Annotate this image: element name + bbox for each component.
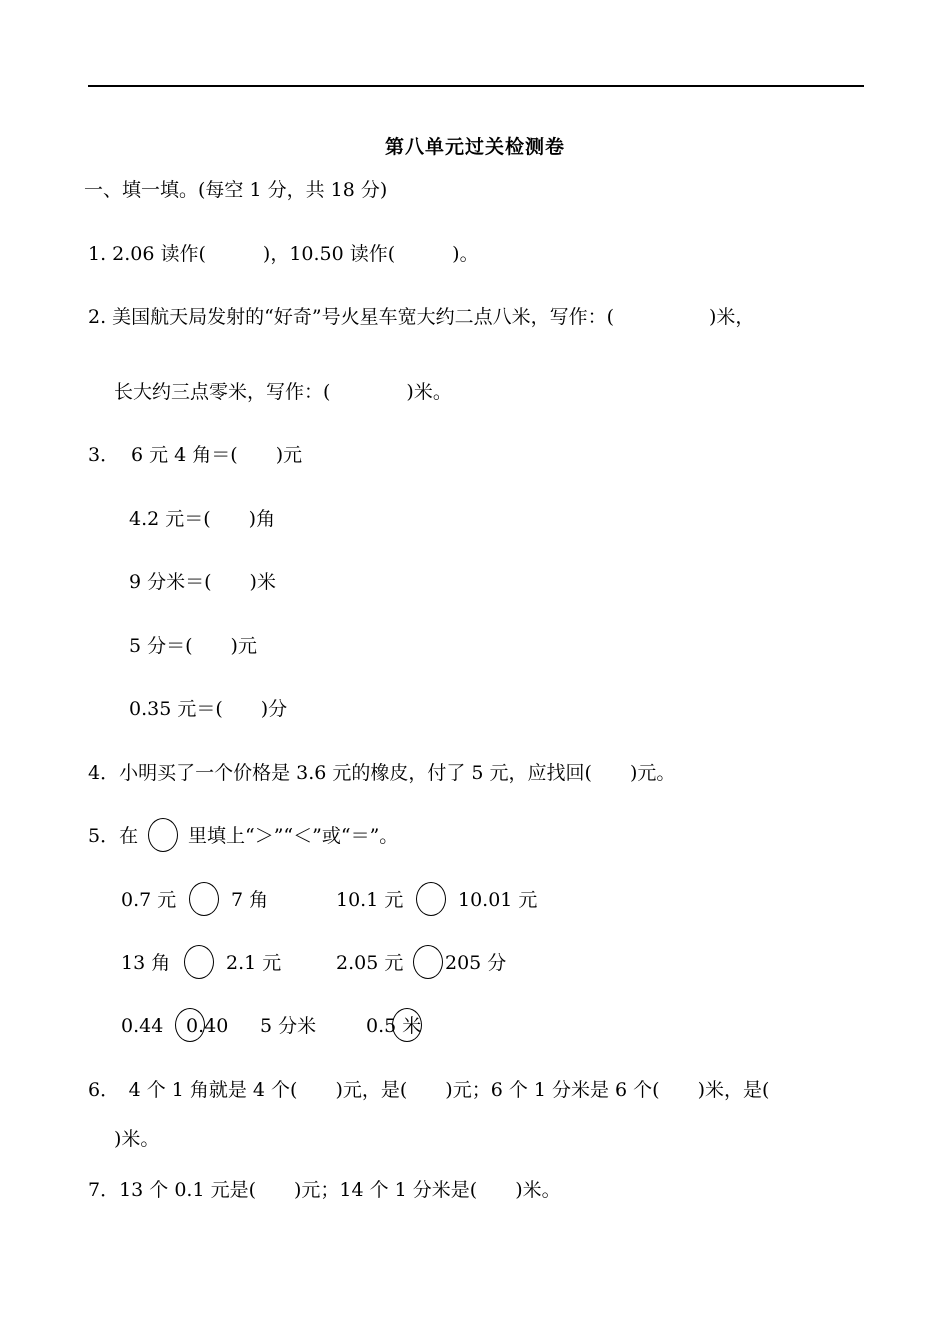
page-title: 第八单元过关检测卷: [384, 136, 565, 158]
compare-left: 10.1 元: [336, 889, 404, 911]
question-6-line-1: 6． 4 个 1 角就是 4 个( )元，是( )元；6 个 1 分米是 6 个( )米，是(: [88, 1079, 770, 1101]
answer-circle-example: [148, 818, 178, 852]
question-3-number: 3．: [88, 444, 120, 466]
question-2-line-1: 2. 美国航天局发射的“好奇”号火星车宽大约二点八米，写作：( )米，: [88, 306, 755, 328]
compare-right: 10.01 元: [458, 889, 538, 911]
question-1: 1. 2.06 读作( )，10.50 读作( )。: [88, 243, 479, 265]
question-2-line-2: 长大约三点零米，写作：( )米。: [114, 381, 452, 403]
compare-left: 2.05 元: [336, 952, 404, 974]
question-3-item: 0.35 元＝( )分: [129, 698, 288, 720]
question-6-line-2: )米。: [114, 1128, 160, 1150]
question-5-suffix: 里填上“＞”“＜”或“＝”。: [188, 825, 399, 847]
compare-right: 2.1 元: [226, 952, 282, 974]
compare-right: 205 分: [445, 952, 507, 974]
compare-right: 7 角: [231, 889, 269, 911]
compare-left: 0.7 元: [121, 889, 177, 911]
compare-answer-circle[interactable]: [413, 945, 443, 979]
compare-answer-circle[interactable]: [416, 882, 446, 916]
compare-answer-circle[interactable]: [189, 882, 219, 916]
question-3-item: 4.2 元＝( )角: [129, 508, 276, 530]
section-heading: 一、填一填。(每空 1 分，共 18 分): [84, 179, 388, 201]
question-7: 7．13 个 0.1 元是( )元；14 个 1 分米是( )米。: [88, 1179, 561, 1201]
question-4: 4．小明买了一个价格是 3.6 元的橡皮，付了 5 元，应找回( )元。: [88, 762, 676, 784]
compare-left: 13 角: [121, 952, 171, 974]
compare-left: 5 分米: [260, 1015, 317, 1037]
compare-left: 0.44: [121, 1015, 164, 1037]
compare-right: 0.40: [186, 1015, 229, 1037]
question-3-item: 5 分＝( )元: [129, 635, 257, 657]
header-rule: [88, 85, 864, 87]
compare-answer-circle[interactable]: [184, 945, 214, 979]
question-3-item: 9 分米＝( )米: [129, 571, 276, 593]
question-5-prefix: 5．在: [88, 825, 139, 847]
compare-right: 0.5 米: [366, 1015, 422, 1037]
question-3-item: 6 元 4 角＝( )元: [131, 444, 303, 466]
